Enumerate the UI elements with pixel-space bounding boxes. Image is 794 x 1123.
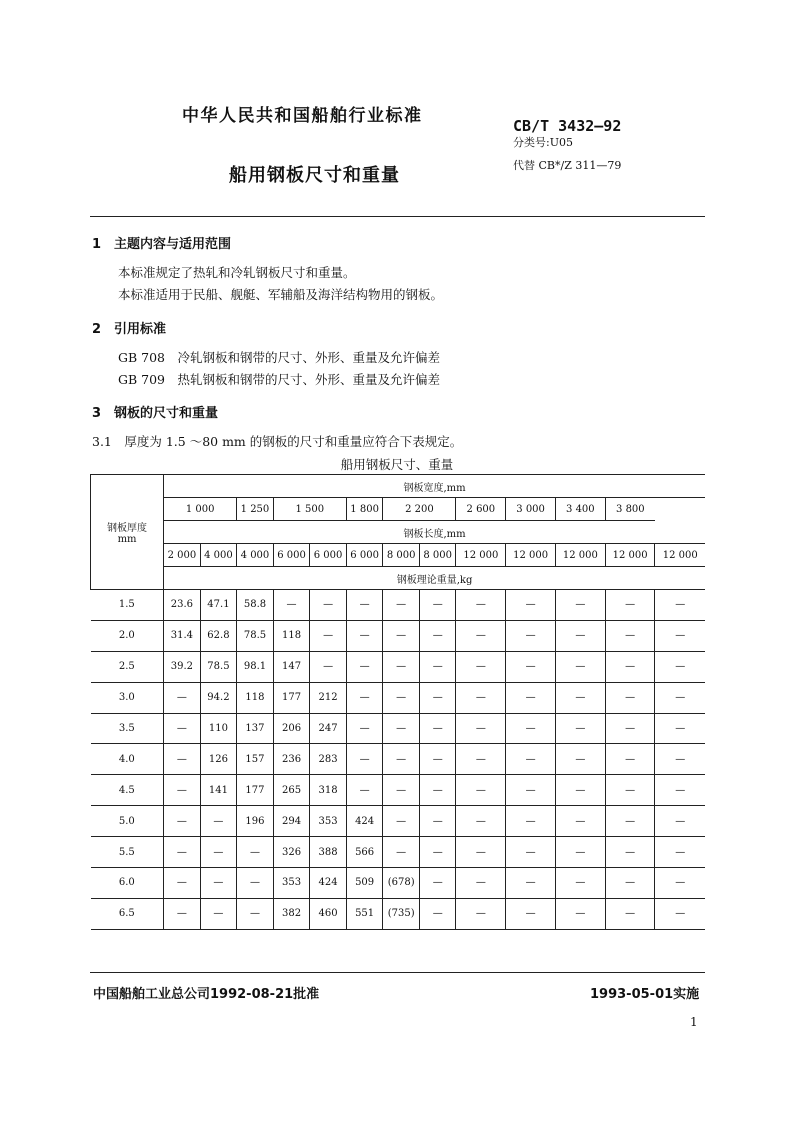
weight-cell: (678) (383, 868, 420, 899)
weight-cell: — (555, 898, 605, 929)
weight-cell: — (605, 868, 655, 899)
clause-3-1: 3.1 厚度为 1.5 ～80 mm 的钢板的尺寸和重量应符合下表规定。 (92, 434, 463, 449)
weight-cell: 78.5 (200, 651, 237, 682)
weight-cell: — (237, 837, 274, 868)
weight-cell: — (555, 590, 605, 621)
table-row (91, 651, 706, 682)
weight-cell: — (419, 713, 456, 744)
width-value: 3 400 (555, 498, 605, 521)
length-value: 8 000 (383, 544, 420, 567)
weight-cell: 62.8 (200, 620, 237, 651)
weight-cell: — (655, 837, 705, 868)
weight-cell: — (605, 713, 655, 744)
weight-cell: — (456, 868, 506, 899)
weight-cell: — (164, 898, 201, 929)
weight-cell: — (506, 713, 556, 744)
weight-cell: — (555, 837, 605, 868)
width-value: 3 800 (605, 498, 655, 521)
weight-cell: 94.2 (200, 682, 237, 713)
table-row (91, 837, 706, 868)
row-header-thickness (91, 475, 164, 590)
weight-cell: — (506, 744, 556, 775)
weight-cell: — (555, 744, 605, 775)
length-header: 钢板长度,mm (164, 521, 705, 544)
weight-cell: — (555, 868, 605, 899)
weight-cell: — (164, 806, 201, 837)
table-row (91, 868, 706, 899)
weight-cell: 141 (200, 775, 237, 806)
weight-cell: — (164, 744, 201, 775)
weight-cell: — (164, 868, 201, 899)
weight-cell: — (383, 775, 420, 806)
weight-cell: — (310, 590, 347, 621)
weight-cell: — (383, 806, 420, 837)
reference-gb708: GB 708 冷轧钢板和钢带的尺寸、外形、重量及允许偏差 (118, 350, 441, 365)
weight-cell: 118 (237, 682, 274, 713)
weight-cell: — (383, 713, 420, 744)
header-divider (90, 216, 705, 217)
table-row (91, 620, 706, 651)
weight-cell: — (237, 898, 274, 929)
weight-cell: — (419, 651, 456, 682)
weight-cell: — (605, 590, 655, 621)
section-1-paragraph-1: 本标准规定了热轧和冷轧钢板尺寸和重量。 (118, 265, 356, 280)
thickness-cell: 3.0 (91, 682, 164, 713)
weight-cell: — (346, 713, 383, 744)
weight-cell: — (346, 651, 383, 682)
weight-cell: — (237, 868, 274, 899)
weight-cell: — (419, 744, 456, 775)
weight-cell: 353 (310, 806, 347, 837)
weight-cell: 265 (273, 775, 310, 806)
weight-cell: — (506, 682, 556, 713)
weight-cell: 206 (273, 713, 310, 744)
weight-cell: 196 (237, 806, 274, 837)
weight-cell: — (655, 868, 705, 899)
weight-cell: — (419, 868, 456, 899)
section-1-paragraph-2: 本标准适用于民船、舰艇、军辅船及海洋结构物用的钢板。 (118, 287, 444, 302)
weight-cell: — (456, 620, 506, 651)
thickness-cell: 2.5 (91, 651, 164, 682)
length-value: 6 000 (273, 544, 310, 567)
weight-cell: — (419, 898, 456, 929)
weight-cell: 247 (310, 713, 347, 744)
weight-cell: 236 (273, 744, 310, 775)
thickness-cell: 3.5 (91, 713, 164, 744)
weight-cell: — (555, 682, 605, 713)
weight-cell: 318 (310, 775, 347, 806)
weight-cell: — (346, 620, 383, 651)
weight-cell: — (655, 744, 705, 775)
weight-cell: 157 (237, 744, 274, 775)
weight-cell: — (310, 651, 347, 682)
document-title: 船用钢板尺寸和重量 (229, 165, 400, 186)
weight-cell: — (419, 806, 456, 837)
table-row (91, 898, 706, 929)
width-value: 1 000 (164, 498, 237, 521)
replaces-standard: 代替 CB*/Z 311—79 (513, 159, 622, 172)
length-value: 12 000 (506, 544, 556, 567)
table-row (91, 775, 706, 806)
weight-cell: — (383, 682, 420, 713)
reference-gb709: GB 709 热轧钢板和钢带的尺寸、外形、重量及允许偏差 (118, 372, 441, 387)
weight-cell: — (200, 837, 237, 868)
length-value: 12 000 (456, 544, 506, 567)
weight-cell: — (383, 837, 420, 868)
standard-code: CB/T 3432—92 (513, 117, 622, 135)
thickness-cell: 6.0 (91, 868, 164, 899)
footer-divider (90, 972, 705, 973)
weight-cell: 23.6 (164, 590, 201, 621)
weight-cell: 47.1 (200, 590, 237, 621)
weight-cell: 294 (273, 806, 310, 837)
section-3-heading: 3 钢板的尺寸和重量 (92, 406, 219, 421)
weight-cell: 177 (273, 682, 310, 713)
weight-cell: 509 (346, 868, 383, 899)
width-value: 1 500 (273, 498, 346, 521)
thickness-cell: 4.5 (91, 775, 164, 806)
weight-cell: 118 (273, 620, 310, 651)
weight-cell: 388 (310, 837, 347, 868)
weight-cell: — (605, 682, 655, 713)
width-value: 1 800 (346, 498, 383, 521)
length-value: 6 000 (310, 544, 347, 567)
weight-cell: 353 (273, 868, 310, 899)
weight-cell: 326 (273, 837, 310, 868)
weight-cell: — (655, 806, 705, 837)
length-value: 6 000 (346, 544, 383, 567)
width-value: 1 250 (237, 498, 274, 521)
weight-cell: — (346, 682, 383, 713)
weight-cell: — (383, 651, 420, 682)
length-value: 4 000 (237, 544, 274, 567)
weight-cell: 126 (200, 744, 237, 775)
weight-cell: — (419, 590, 456, 621)
weight-cell: — (605, 806, 655, 837)
thickness-cell: 4.0 (91, 744, 164, 775)
weight-cell: — (200, 806, 237, 837)
weight-cell: — (655, 713, 705, 744)
length-value: 12 000 (655, 544, 705, 567)
weight-cell: — (346, 775, 383, 806)
width-value: 2 200 (383, 498, 456, 521)
weight-cell: — (555, 651, 605, 682)
weight-cell: — (605, 837, 655, 868)
classification-number: 分类号:U05 (513, 136, 573, 149)
table-caption: 船用钢板尺寸、重量 (340, 457, 454, 472)
weight-cell: — (506, 651, 556, 682)
weight-cell: — (655, 651, 705, 682)
weight-cell: — (164, 775, 201, 806)
weight-cell: — (273, 590, 310, 621)
width-value: 2 600 (456, 498, 506, 521)
weight-cell: — (456, 590, 506, 621)
weight-cell: — (200, 868, 237, 899)
weight-cell: — (346, 590, 383, 621)
weight-cell: 424 (310, 868, 347, 899)
approval-note: 中国船舶工业总公司1992-08-21批准 (93, 987, 320, 1002)
weight-cell: — (555, 806, 605, 837)
length-value: 2 000 (164, 544, 201, 567)
weight-cell: — (506, 868, 556, 899)
weight-cell: 566 (346, 837, 383, 868)
weight-cell: 424 (346, 806, 383, 837)
thickness-cell: 6.5 (91, 898, 164, 929)
weight-cell: — (383, 590, 420, 621)
weight-cell: — (506, 590, 556, 621)
weight-cell: — (506, 620, 556, 651)
weight-cell: — (456, 713, 506, 744)
length-value: 12 000 (555, 544, 605, 567)
table-row (91, 590, 706, 621)
weight-cell: — (456, 651, 506, 682)
weight-cell: 110 (200, 713, 237, 744)
weight-cell: — (506, 898, 556, 929)
weight-cell: 98.1 (237, 651, 274, 682)
weight-cell: — (419, 837, 456, 868)
weight-cell: — (555, 775, 605, 806)
weight-cell: — (310, 620, 347, 651)
weight-cell: — (164, 837, 201, 868)
weight-cell: — (655, 898, 705, 929)
weight-cell: — (655, 775, 705, 806)
thickness-cell: 1.5 (91, 590, 164, 621)
weight-cell: — (456, 682, 506, 713)
weight-cell: 78.5 (237, 620, 274, 651)
weight-cell: — (506, 806, 556, 837)
standard-category-title: 中华人民共和国船舶行业标准 (182, 106, 423, 126)
section-2-heading: 2 引用标准 (92, 322, 167, 337)
weight-cell: — (605, 744, 655, 775)
thickness-header-label: 钢板厚度 mm (107, 523, 148, 545)
section-1-heading: 1 主题内容与适用范围 (92, 237, 232, 252)
weight-cell: — (655, 620, 705, 651)
weight-cell: (735) (383, 898, 420, 929)
weight-cell: 58.8 (237, 590, 274, 621)
weight-cell: 460 (310, 898, 347, 929)
weight-cell: — (456, 806, 506, 837)
weight-cell: — (419, 775, 456, 806)
weight-cell: — (164, 682, 201, 713)
weight-cell: — (555, 713, 605, 744)
table-row (91, 744, 706, 775)
weight-header: 钢板理论重量,kg (164, 567, 705, 590)
thickness-cell: 2.0 (91, 620, 164, 651)
length-value: 12 000 (605, 544, 655, 567)
weight-cell: — (200, 898, 237, 929)
page-number: 1 (690, 1015, 698, 1029)
weight-cell: — (164, 713, 201, 744)
weight-cell: — (605, 620, 655, 651)
weight-cell: — (383, 744, 420, 775)
weight-cell: 283 (310, 744, 347, 775)
weight-cell: — (456, 898, 506, 929)
length-value: 8 000 (419, 544, 456, 567)
weight-cell: 147 (273, 651, 310, 682)
steel-plate-table (90, 474, 705, 930)
weight-cell: 382 (273, 898, 310, 929)
weight-cell: — (555, 620, 605, 651)
weight-cell: 212 (310, 682, 347, 713)
weight-cell: — (506, 775, 556, 806)
weight-cell: — (655, 590, 705, 621)
weight-cell: — (605, 898, 655, 929)
weight-cell: 31.4 (164, 620, 201, 651)
weight-cell: 551 (346, 898, 383, 929)
weight-cell: 137 (237, 713, 274, 744)
weight-cell: — (456, 837, 506, 868)
weight-cell: — (383, 620, 420, 651)
weight-cell: — (456, 775, 506, 806)
width-header: 钢板宽度,mm (164, 475, 705, 498)
weight-cell: 177 (237, 775, 274, 806)
table-row (91, 682, 706, 713)
weight-cell: 39.2 (164, 651, 201, 682)
thickness-cell: 5.0 (91, 806, 164, 837)
weight-cell: — (346, 744, 383, 775)
weight-cell: — (419, 620, 456, 651)
weight-cell: — (419, 682, 456, 713)
weight-cell: — (605, 651, 655, 682)
weight-cell: — (655, 682, 705, 713)
table-row (91, 806, 706, 837)
width-value: 3 000 (506, 498, 556, 521)
weight-cell: — (605, 775, 655, 806)
length-value: 4 000 (200, 544, 237, 567)
implementation-date: 1993-05-01实施 (590, 987, 700, 1002)
table-row (91, 713, 706, 744)
thickness-cell: 5.5 (91, 837, 164, 868)
weight-cell: — (456, 744, 506, 775)
weight-cell: — (506, 837, 556, 868)
